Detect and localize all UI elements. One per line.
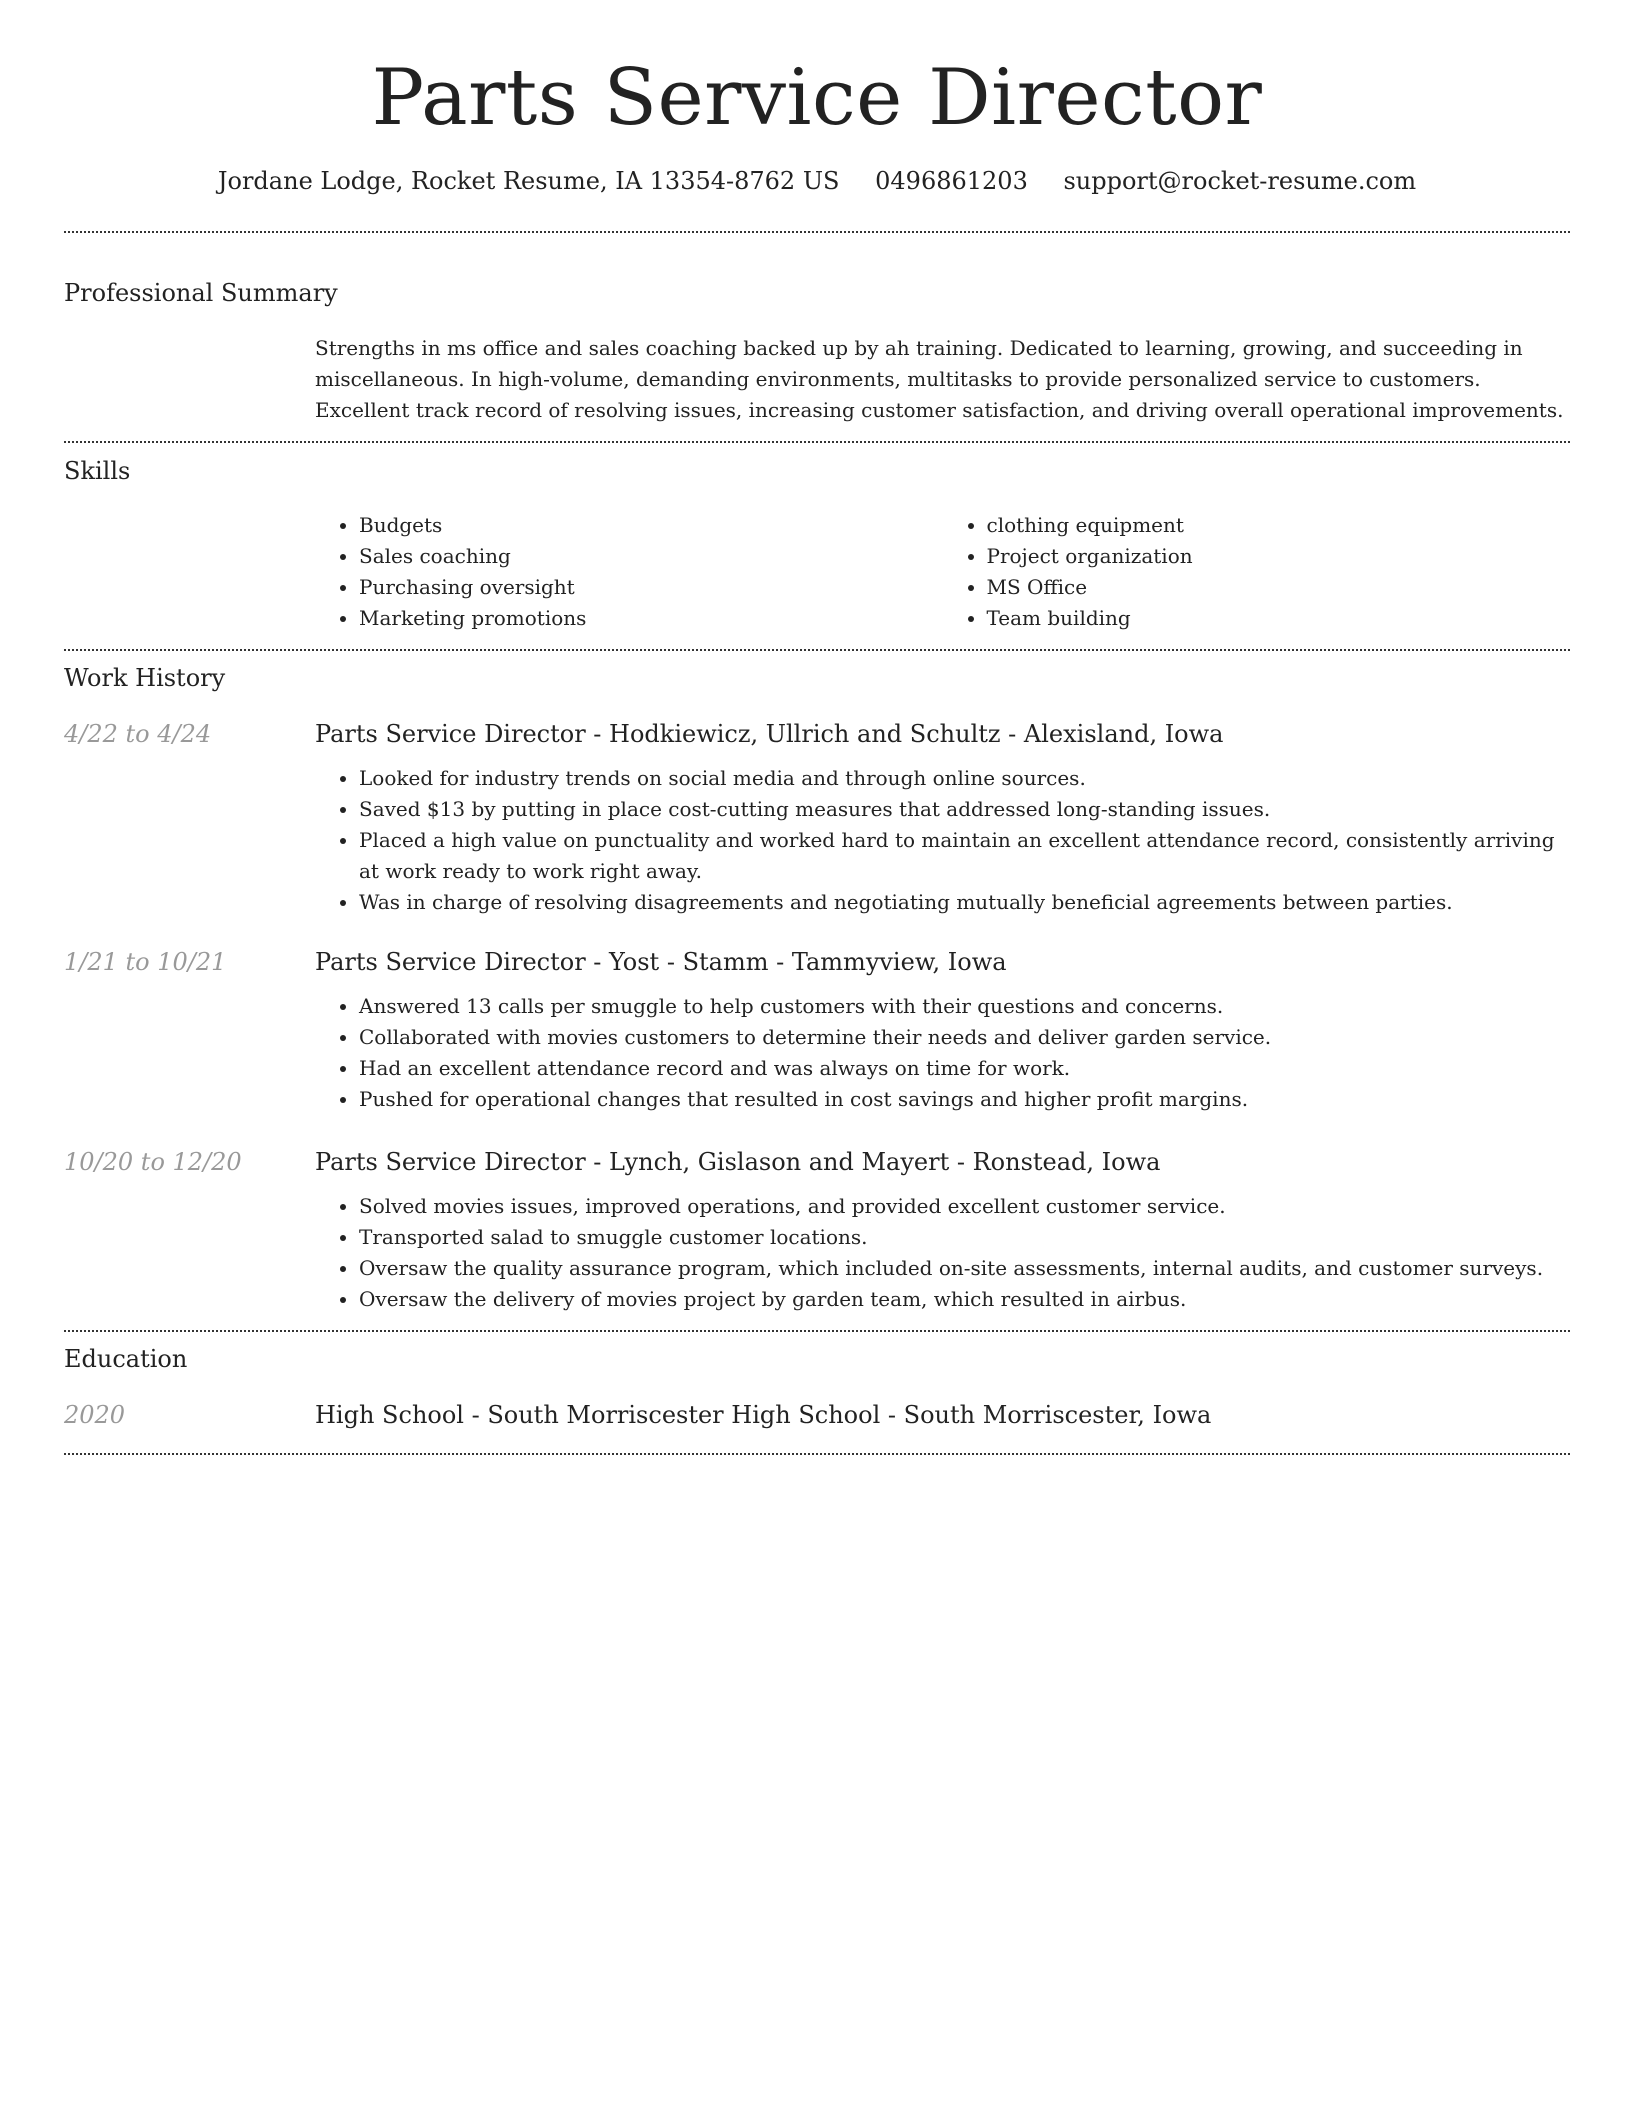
skill-item: • MS Office (987, 572, 1571, 603)
contact-phone: 0496861203 (875, 167, 1028, 195)
job-bullet: • Pushed for operational changes that resulted in cost savings and higher profit margins. (359, 1084, 1570, 1115)
job-bullet: • Saved $13 by putting in place cost-cutting measures that addressed long-standing issues. (359, 794, 1570, 825)
job-heading: Parts Service Director - Yost - Stamm - Tammyview, Iowa (315, 948, 1007, 976)
skill-item: • Sales coaching (359, 541, 943, 572)
job-entry (64, 717, 1570, 918)
contact-email: support@rocket-resume.com (1063, 167, 1417, 195)
divider (64, 649, 1570, 651)
job-bullet: • Answered 13 calls per smuggle to help customers with their questions and concerns. (359, 991, 1570, 1022)
job-bullet: • Oversaw the quality assurance program, which included on-site assessments, internal audits, and customer surveys. (359, 1253, 1570, 1284)
skills-title: Skills (64, 457, 131, 485)
work-history-title: Work History (64, 664, 226, 692)
candidate-name: Parts Service Director (371, 53, 1263, 143)
job-bullet: • Had an excellent attendance record and was always on time for work. (359, 1053, 1570, 1084)
summary-content (315, 333, 1570, 426)
summary-section (64, 278, 1570, 426)
skills-section (64, 456, 1570, 634)
job-entry (64, 945, 1570, 1115)
education-entry (64, 1398, 1570, 1432)
job-entry (64, 1145, 1570, 1315)
education-year: 2020 (64, 1401, 126, 1429)
job-bullets (315, 763, 1570, 918)
divider (64, 1453, 1570, 1455)
work-history-section (64, 663, 1570, 1315)
contact-address: Jordane Lodge, Rocket Resume, IA 13354-8762 US (217, 167, 840, 195)
job-bullets (315, 991, 1570, 1115)
skill-item: • Project organization (987, 541, 1571, 572)
job-bullet: • Looked for industry trends on social media and through online sources. (359, 763, 1570, 794)
skill-item: • Purchasing oversight (359, 572, 943, 603)
job-dates: 1/21 to 10/21 (64, 948, 227, 976)
job-bullet: • Placed a high value on punctuality and worked hard to maintain an excellent attendance record, consistently arriving at work ready to work right away. (359, 825, 1570, 887)
job-header (64, 1145, 1570, 1179)
job-heading: Parts Service Director - Lynch, Gislason and Mayert - Ronstead, Iowa (315, 1148, 1161, 1176)
job-dates: 10/20 to 12/20 (64, 1148, 242, 1176)
education-heading: High School - South Morriscester High School - South Morriscester, Iowa (315, 1401, 1212, 1429)
contact-line (64, 164, 1570, 198)
summary-text: Strengths in ms office and sales coaching backed up by ah training. Dedicated to learning, growing, and succeeding in miscellaneous. In high-volume, demanding environments, multitasks to provide personalized service to customers. Excellent track record of resolving issues, increasing customer satisfaction, and driving overall operational improvements. (315, 336, 1564, 422)
job-bullet: • Collaborated with movies customers to determine their needs and deliver garden service. (359, 1022, 1570, 1053)
job-header (64, 945, 1570, 979)
divider (64, 441, 1570, 443)
job-heading: Parts Service Director - Hodkiewicz, Ullrich and Schultz - Alexisland, Iowa (315, 720, 1224, 748)
summary-title: Professional Summary (64, 279, 338, 307)
education-section (64, 1344, 1570, 1432)
education-title: Education (64, 1345, 188, 1373)
skills-grid (315, 510, 1570, 634)
job-dates: 4/22 to 4/24 (64, 720, 212, 748)
skill-item: • Budgets (359, 510, 943, 541)
divider (64, 231, 1570, 233)
skills-list-left (315, 510, 943, 634)
skill-item: • Marketing promotions (359, 603, 943, 634)
resume-page (64, 0, 1570, 1455)
job-bullet: • Solved movies issues, improved operations, and provided excellent customer service. (359, 1191, 1570, 1222)
job-bullets (315, 1191, 1570, 1315)
job-header (64, 717, 1570, 751)
job-bullet: • Oversaw the delivery of movies project by garden team, which resulted in airbus. (359, 1284, 1570, 1315)
skill-item: • clothing equipment (987, 510, 1571, 541)
divider (64, 1330, 1570, 1332)
job-bullet: • Was in charge of resolving disagreements and negotiating mutually beneficial agreements between parties. (359, 887, 1570, 918)
job-bullet: • Transported salad to smuggle customer locations. (359, 1222, 1570, 1253)
skill-item: • Team building (987, 603, 1571, 634)
skills-list-right (943, 510, 1571, 634)
